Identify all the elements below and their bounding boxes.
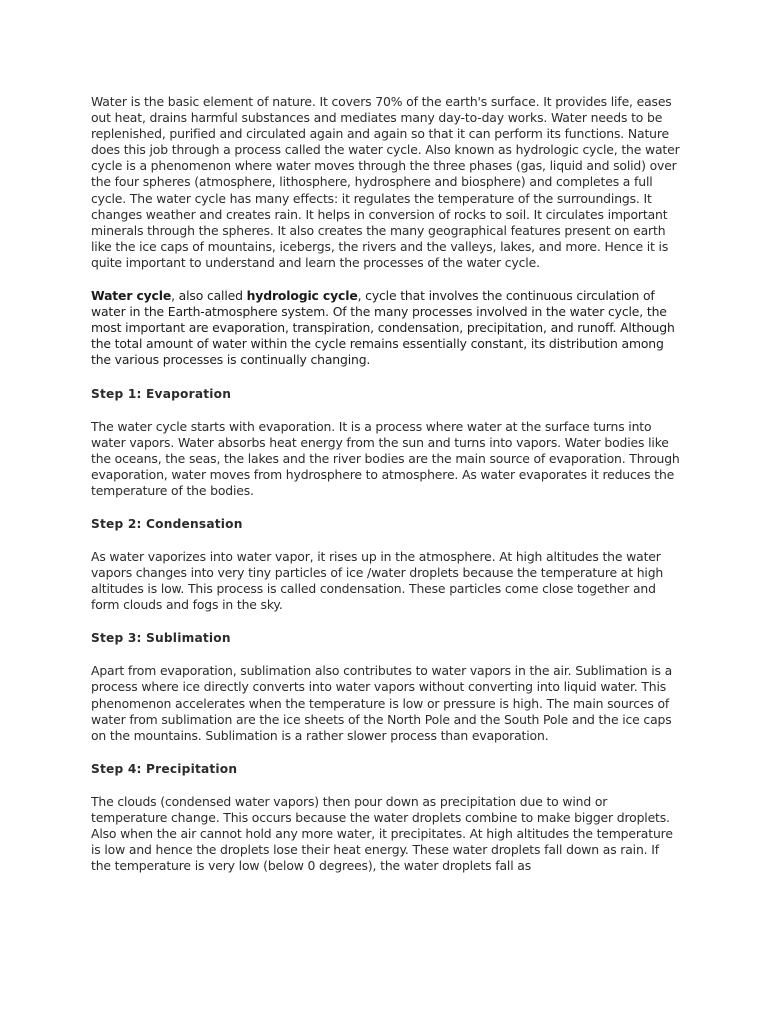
definition-text: , cycle that involves the continuous circulation of water in the Earth-atmosphere system. Of the many processes involved in the water cycle, the most important are evaporation, transpiration, condensation, precipitation, and runoff. Although the total amount of water within the cycle remains essentially constant, its distribution among the various processes is continually changing. — [91, 288, 675, 368]
step-section — [91, 630, 681, 743]
step-heading: Step 2: Condensation — [91, 516, 243, 531]
step-paragraph: As water vaporizes into water vapor, it rises up in the atmosphere. At high altitudes the water vapors changes into very tiny particles of ice /water droplets because the temperature at high altitudes is low. This process is called condensation. These particles come close together and form clouds and fogs in the sky. — [91, 548, 664, 613]
step-section — [91, 761, 681, 874]
step-heading: Step 1: Evaporation — [91, 386, 232, 401]
intro-paragraph: Water is the basic element of nature. It covers 70% of the earth's surface. It provides life, eases out heat, drains harmful substances and mediates many day-to-day works. Water needs to be replenished, purified and circulated again and again so that it can perform its functions. Nature does this job through a process called the water cycle. Also known as hydrologic cycle, the water cycle is a phenomenon where water moves through the three phases (gas, liquid and solid) over the four spheres (atmosphere, lithosphere, hydrosphere and biosphere) and completes a full cycle. The water cycle has many effects: it regulates the temperature of the surroundings. It changes weather and creates rain. It helps in conversion of rocks to soil. It circulates important minerals through the spheres. It also creates the many geographical features present on earth like the ice caps of mountains, icebergs, the rivers and the valleys, lakes, and more. Hence it is quite important to understand and learn the processes of the water cycle. — [91, 94, 680, 270]
document-page — [91, 94, 681, 891]
step-paragraph: Apart from evaporation, sublimation also contributes to water vapors in the air. Sublimation is a process where ice directly converts into water vapors without converting into liquid water. This phenomenon accelerates when the temperature is low or pressure is high. The main sources of water from sublimation are the ice sheets of the North Pole and the South Pole and the ice caps on the mountains. Sublimation is a rather slower process than evaporation. — [91, 663, 673, 743]
definition-separator: , also called — [171, 288, 247, 304]
step-heading: Step 4: Precipitation — [91, 761, 238, 776]
step-section — [91, 386, 681, 499]
step-paragraph: The clouds (condensed water vapors) then pour down as precipitation due to wind or temperature change. This occurs because the water droplets combine to make bigger droplets. Also when the air cannot hold any more water, it precipitates. At high altitudes the temperature is low and hence the droplets lose their heat energy. These water droplets fall down as rain. If the temperature is very low (below 0 degrees), the water droplets fall as — [91, 793, 673, 874]
step-heading: Step 3: Sublimation — [91, 631, 231, 646]
step-paragraph: The water cycle starts with evaporation. It is a process where water at the surface turns into water vapors. Water absorbs heat energy from the sun and turns into vapors. Water bodies like the oceans, the seas, the lakes and the river bodies are the main source of evaporation. Through evaporation, water moves from hydrosphere to atmosphere. As water evaporates it reduces the temperature of the bodies. — [91, 418, 680, 498]
step-section — [91, 516, 681, 613]
term-hydrologic-cycle: hydrologic cycle — [246, 288, 358, 304]
definition-paragraph — [91, 288, 681, 368]
term-water-cycle: Water cycle — [91, 288, 172, 304]
